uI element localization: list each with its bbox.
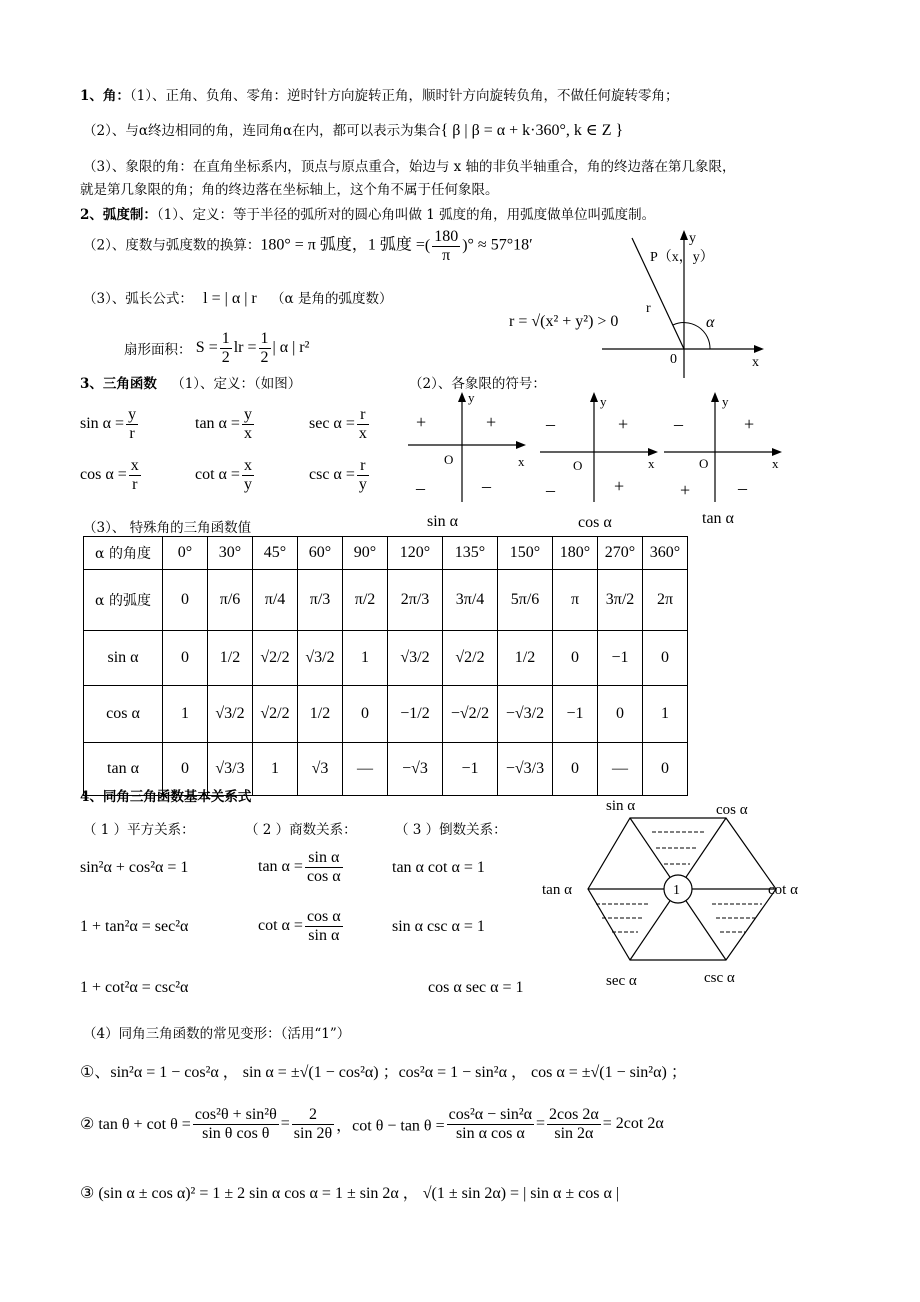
table-cell: 1/2: [298, 686, 343, 743]
table-cell: 5π/6: [498, 570, 553, 631]
angle-figure: [598, 228, 770, 380]
x-axis-label: x: [752, 355, 759, 370]
table-cell: 0: [163, 570, 208, 631]
y-axis-label: y: [689, 231, 696, 246]
table-row: [84, 631, 688, 686]
hex-right: cot α: [768, 882, 798, 898]
table-row: [84, 686, 688, 743]
svg-text:+: +: [680, 480, 691, 500]
radius-label: r: [646, 301, 651, 316]
svg-text:+: +: [416, 412, 427, 432]
section-3-heading: 3、三角函数: [80, 376, 157, 392]
table-cell: √3/2: [388, 631, 443, 686]
table-cell: 0: [163, 743, 208, 796]
table-cell: π/3: [298, 570, 343, 631]
hex-left: tan α: [542, 882, 572, 898]
hexagon-diagram: [540, 792, 820, 992]
radian-fraction: $\frac{180}{\pi}$: [434, 228, 459, 264]
row-header: cos α: [84, 686, 163, 743]
table-cell: √3/2: [298, 631, 343, 686]
table-cell: —: [598, 743, 643, 796]
row-header: sin α: [84, 631, 163, 686]
table-cell: √2/2: [253, 631, 298, 686]
svg-text:–: –: [738, 478, 747, 498]
table-cell: 120°: [388, 537, 443, 570]
special-values-title: （3）、 特殊角的三角函数值: [83, 520, 252, 536]
variant-2: ② tan θ + cot θ = $\frac{\text{cos²θ + sin²θ}}{\text{sin θ cos θ}}$ = $\frac{2}{\sin 2\theta}$ ，cot θ − tan θ = $\frac{\text{cos²α − sin²α}}{\text{sin α cos α}}$ = $\frac{2\cos 2\alpha}{\sin 2\alpha}$ = 2cot 2α: [80, 1106, 664, 1142]
table-cell: 3π/4: [443, 570, 498, 631]
table-cell: 90°: [343, 537, 388, 570]
table-cell: −1: [553, 686, 598, 743]
def-cot: cot α = $\frac{x}{y}$: [195, 457, 252, 493]
table-row: [84, 570, 688, 631]
svg-text:–: –: [546, 480, 555, 500]
table-cell: 0: [598, 686, 643, 743]
pythagorean-2: 1 + tan²α = sec²α: [80, 918, 189, 935]
table-cell: 1: [253, 743, 298, 796]
table-cell: —: [343, 743, 388, 796]
svg-text:O: O: [444, 452, 454, 467]
table-cell: π/4: [253, 570, 298, 631]
def-tan: tan α = $\frac{y}{x}$: [195, 406, 252, 442]
table-cell: −1: [443, 743, 498, 796]
sign-label-sin: sin α: [427, 513, 459, 530]
table-cell: 1/2: [208, 631, 253, 686]
svg-text:–: –: [546, 414, 555, 434]
table-cell: √3/2: [208, 686, 253, 743]
svg-text:–: –: [416, 478, 425, 498]
table-cell: 270°: [598, 537, 643, 570]
section-2-line-4: 扇形面积： S = $\frac{1}{2}$ lr = $\frac{1}{2}$ | α | r²: [124, 330, 310, 366]
svg-text:+: +: [618, 414, 629, 434]
section-1-heading: 1、角：: [80, 88, 130, 104]
table-cell: 3π/2: [598, 570, 643, 631]
table-cell: 0: [643, 743, 688, 796]
table-cell: −1: [598, 631, 643, 686]
hex-bottom-left: sec α: [606, 973, 637, 989]
table-cell: π: [553, 570, 598, 631]
table-cell: √3/3: [208, 743, 253, 796]
def-sec: sec α = $\frac{r}{x}$: [309, 406, 367, 442]
def-cos: cos α = $\frac{x}{r}$: [80, 457, 139, 493]
section-1-line-3b: 就是第几象限的角；角的终边落在坐标轴上，这个角不属于任何象限。: [80, 182, 499, 198]
section-4-heading: 4、同角三角函数基本关系式: [80, 789, 252, 805]
section-1-line-1: 1、角：（1）、正角、负角、零角：逆时针方向旋转正角，顺时针方向旋转负角，不做任何旋转零角；: [80, 88, 679, 104]
arc-length-formula: l = | α | r: [203, 290, 257, 307]
table-cell: 360°: [643, 537, 688, 570]
table-cell: 45°: [253, 537, 298, 570]
svg-text:x: x: [648, 456, 655, 471]
table-cell: π/6: [208, 570, 253, 631]
hex-top-right: cos α: [716, 802, 748, 818]
def-sin: sin α = $\frac{y}{r}$: [80, 406, 137, 442]
table-cell: −1/2: [388, 686, 443, 743]
section-1-line-2: （2）、与α终边相同的角，连同角α在内，都可以表示为集合{ β | β = α + k·360°, k ∈ Z }: [83, 122, 624, 139]
hex-bottom-right: csc α: [704, 970, 735, 986]
def-csc: csc α = $\frac{r}{y}$: [309, 457, 367, 493]
section-2-line-2: （2）、度数与弧度数的换算：180° = π 弧度，1 弧度 =( $\frac{180}{\pi}$ )° ≈ 57°18′: [83, 228, 533, 264]
table-cell: 1: [643, 686, 688, 743]
quotient-tan: tan α = $\frac{\text{sin α}}{\text{cos α}}$: [258, 849, 341, 885]
table-cell: 180°: [553, 537, 598, 570]
row-header: α 的角度: [84, 537, 163, 570]
table-cell: 1: [163, 686, 208, 743]
svg-text:y: y: [600, 394, 607, 409]
variants-title: （4）同角三角函数的常见变形：（活用“1”）: [83, 1026, 351, 1042]
reciprocal-1: tan α cot α = 1: [392, 859, 485, 876]
row-header: α 的弧度: [84, 570, 163, 631]
table-row: [84, 537, 688, 570]
section-1-line-3: （3）、象限的角：在直角坐标系内，顶点与原点重合，始边与 x 轴的非负半轴重合，角的终边落在第几象限，: [83, 159, 736, 175]
table-cell: 2π: [643, 570, 688, 631]
table-cell: π/2: [343, 570, 388, 631]
table-cell: 150°: [498, 537, 553, 570]
svg-text:y: y: [468, 390, 475, 405]
table-cell: √2/2: [443, 631, 498, 686]
table-cell: −√2/2: [443, 686, 498, 743]
svg-text:+: +: [486, 412, 497, 432]
quadrant-cos: [536, 388, 664, 504]
table-cell: 0°: [163, 537, 208, 570]
reciprocal-relations-title: （ 3 ）倒数关系：: [395, 822, 507, 838]
hexagon-center: 1: [673, 883, 680, 898]
square-relations-title: （ 1 ）平方关系：: [83, 822, 195, 838]
quadrant-signs-title: （2）、各象限的符号：: [409, 376, 546, 392]
table-cell: 0: [553, 631, 598, 686]
table-cell: 1/2: [498, 631, 553, 686]
quadrant-sin: [404, 388, 532, 504]
svg-text:O: O: [699, 456, 709, 471]
svg-text:y: y: [722, 394, 729, 409]
table-cell: √3: [298, 743, 343, 796]
quadrant-tan: [660, 388, 788, 504]
table-cell: −√3/3: [498, 743, 553, 796]
svg-text:–: –: [674, 414, 683, 434]
table-cell: 1: [343, 631, 388, 686]
table-cell: −√3: [388, 743, 443, 796]
table-cell: 0: [163, 631, 208, 686]
sign-label-tan: tan α: [702, 510, 734, 527]
table-cell: √2/2: [253, 686, 298, 743]
svg-text:+: +: [744, 414, 755, 434]
reciprocal-2: sin α csc α = 1: [392, 918, 485, 935]
table-cell: 2π/3: [388, 570, 443, 631]
table-cell: −√3/2: [498, 686, 553, 743]
quotient-relations-title: （ 2 ）商数关系：: [245, 822, 357, 838]
row-header: tan α: [84, 743, 163, 796]
variant-3: ③ (sin α ± cos α)² = 1 ± 2 sin α cos α = 1 ± sin 2α ， √(1 ± sin 2α) = | sin α ± cos α |: [80, 1185, 620, 1202]
alpha-label: α: [706, 314, 715, 331]
hex-top-left: sin α: [606, 798, 636, 814]
variant-1: ①、sin²α = 1 − cos²α ， sin α = ±√(1 − cos²α) ；cos²α = 1 − sin²α ， cos α = ±√(1 − sin²α) ；: [80, 1064, 687, 1081]
svg-text:O: O: [573, 458, 583, 473]
sign-label-cos: cos α: [578, 514, 612, 531]
table-cell: 0: [643, 631, 688, 686]
table-cell: 60°: [298, 537, 343, 570]
point-p-label: P（x，y）: [650, 250, 714, 265]
table-cell: 0: [343, 686, 388, 743]
section-2-heading: 2、弧度制：: [80, 207, 157, 223]
svg-text:+: +: [614, 476, 625, 496]
pythagorean-1: sin²α + cos²α = 1: [80, 859, 189, 876]
svg-text:–: –: [482, 476, 491, 496]
quotient-cot: cot α = $\frac{\text{cos α}}{\text{sin α}}$: [258, 908, 341, 944]
svg-text:x: x: [772, 456, 779, 471]
radius-formula: r = √(x² + y²) > 0: [509, 313, 619, 330]
table-cell: 0: [553, 743, 598, 796]
svg-text:x: x: [518, 454, 525, 469]
origin-label: 0: [670, 352, 677, 367]
table-cell: 135°: [443, 537, 498, 570]
section-3-line-1: 3、三角函数 （1）、定义：（如图）: [80, 376, 302, 392]
section-2-line-3: （3）、弧长公式： l = | α | r （α 是角的弧度数）: [83, 290, 393, 307]
special-values-table: [83, 536, 688, 796]
table-cell: 30°: [208, 537, 253, 570]
pythagorean-3: 1 + cot²α = csc²α: [80, 979, 189, 996]
section-2-line-1: 2、弧度制：（1）、定义：等于半径的弧所对的圆心角叫做 1 弧度的角，用弧度做单位叫弧度制。: [80, 207, 656, 223]
reciprocal-3: cos α sec α = 1: [428, 979, 524, 996]
